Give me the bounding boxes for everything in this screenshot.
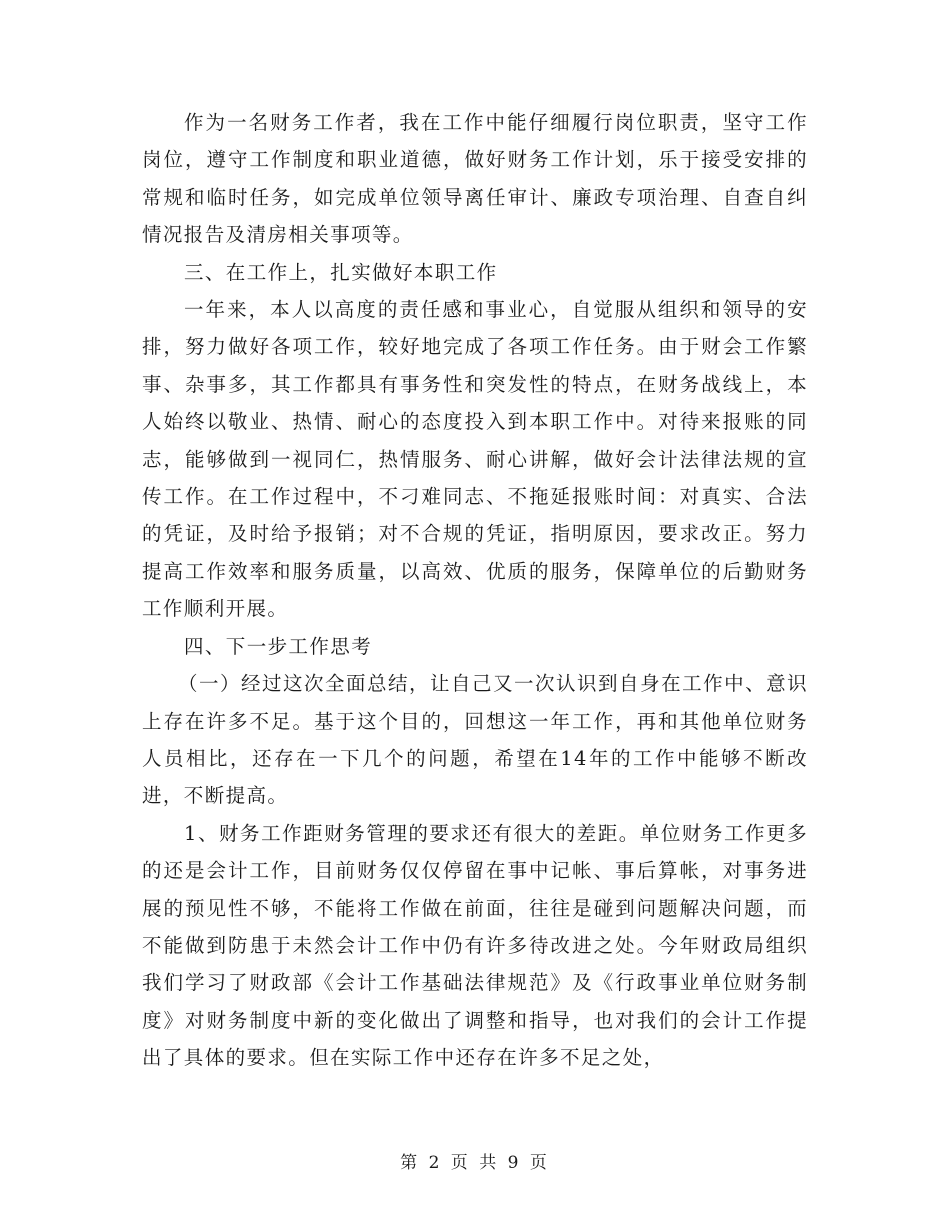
paragraph-work-summary: 一年来，本人以高度的责任感和事业心，自觉服从组织和领导的安排，努力做好各项工作，较好地完成了各项工作任务。由于财会工作繁事、杂事多，其工作都具有事务性和突发性的特点，在财务战线上，本人始终以敬业、热情、耐心的态度投入到本职工作中。对待来报账的同志，能够做到一视同仁，热情服务、耐心讲解，做好会计法律法规的宣传工作。在工作过程中，不刁难同志、不拖延报账时间：对真实、合法的凭证，及时给予报销；对不合规的凭证，指明原因，要求改正。努力提高工作效率和服务质量，以高效、优质的服务，保障单位的后勤财务工作顺利开展。 xyxy=(142,298,808,621)
paragraph-duties: 作为一名财务工作者，我在工作中能仔细履行岗位职责，坚守工作岗位，遵守工作制度和职业道德，做好财务工作计划，乐于接受安排的常规和临时任务，如完成单位领导离任审计、廉政专项治理、自查自纠情况报告及清房相关事项等。 xyxy=(142,111,808,247)
section-heading-three: 三、在工作上，扎实做好本职工作 xyxy=(184,260,498,284)
document-body xyxy=(142,104,808,1077)
section-heading-four: 四、下一步工作思考 xyxy=(184,634,373,658)
paragraph-gap-analysis: 1、财务工作距财务管理的要求还有很大的差距。单位财务工作更多的还是会计工作，目前财务仅仅停留在事中记帐、事后算帐，对事务进展的预见性不够，不能将工作做在前面，往往是碰到问题解决问题，而不能做到防患于未然会计工作中仍有许多待改进之处。今年财政局组织我们学习了财政部《会计工作基础法律规范》及《行政事业单位财务制度》对财务制度中新的变化做出了调整和指导，也对我们的会计工作提出了具体的要求。但在实际工作中还存在许多不足之处， xyxy=(142,821,808,1070)
paragraph-reflection: （一）经过这次全面总结，让自己又一次认识到自身在工作中、意识上存在许多不足。基于这个目的，回想这一年工作，再和其他单位财务人员相比，还存在一下几个的问题，希望在14年的工作中能够不断改进，不断提高。 xyxy=(142,672,808,808)
page-number-footer: 第 2 页 共 9 页 xyxy=(400,1153,550,1173)
